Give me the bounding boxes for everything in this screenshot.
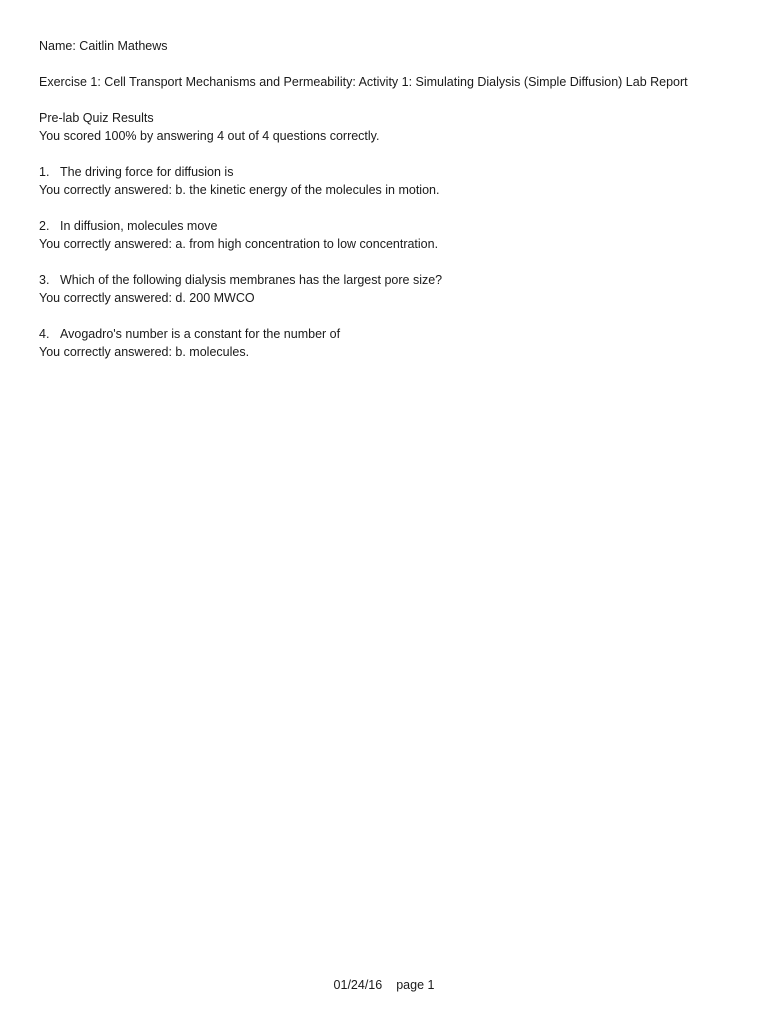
question-text: The driving force for diffusion is [60, 165, 234, 179]
question-row [39, 217, 739, 235]
question-number: 3. [39, 273, 50, 287]
quiz-score: You scored 100% by answering 4 out of 4 questions correctly. [39, 129, 380, 143]
spacer [39, 91, 739, 109]
quiz-item-2 [39, 217, 739, 253]
question-row [39, 271, 739, 289]
spacer [39, 145, 739, 163]
student-name: Name: Caitlin Mathews [39, 39, 168, 53]
spacer [39, 307, 739, 325]
question-row [39, 163, 739, 181]
answer-text: You correctly answered: a. from high concentration to low concentration. [39, 237, 439, 251]
exercise-title: Exercise 1: Cell Transport Mechanisms and Permeability: Activity 1: Simulating Dialysis (Simple Diffusion) Lab Report [39, 75, 688, 89]
answer-text: You correctly answered: b. molecules. [39, 345, 250, 359]
question-number: 2. [39, 219, 50, 233]
footer-page-number: page 1 [396, 978, 435, 992]
quiz-heading: Pre-lab Quiz Results [39, 111, 154, 125]
spacer [39, 55, 739, 73]
report-body [39, 37, 739, 361]
question-text: Avogadro's number is a constant for the number of [60, 327, 341, 341]
answer-text: You correctly answered: d. 200 MWCO [39, 291, 255, 305]
quiz-item-4 [39, 325, 739, 361]
spacer [39, 199, 739, 217]
question-row [39, 325, 739, 343]
question-number: 4. [39, 327, 50, 341]
footer-date: 01/24/16 [333, 978, 383, 992]
quiz-item-1 [39, 163, 739, 199]
spacer [39, 253, 739, 271]
question-number: 1. [39, 165, 50, 179]
quiz-item-3 [39, 271, 739, 307]
question-text: In diffusion, molecules move [60, 219, 218, 233]
question-text: Which of the following dialysis membranes has the largest pore size? [60, 273, 443, 287]
page-footer [0, 976, 768, 994]
answer-text: You correctly answered: b. the kinetic energy of the molecules in motion. [39, 183, 440, 197]
